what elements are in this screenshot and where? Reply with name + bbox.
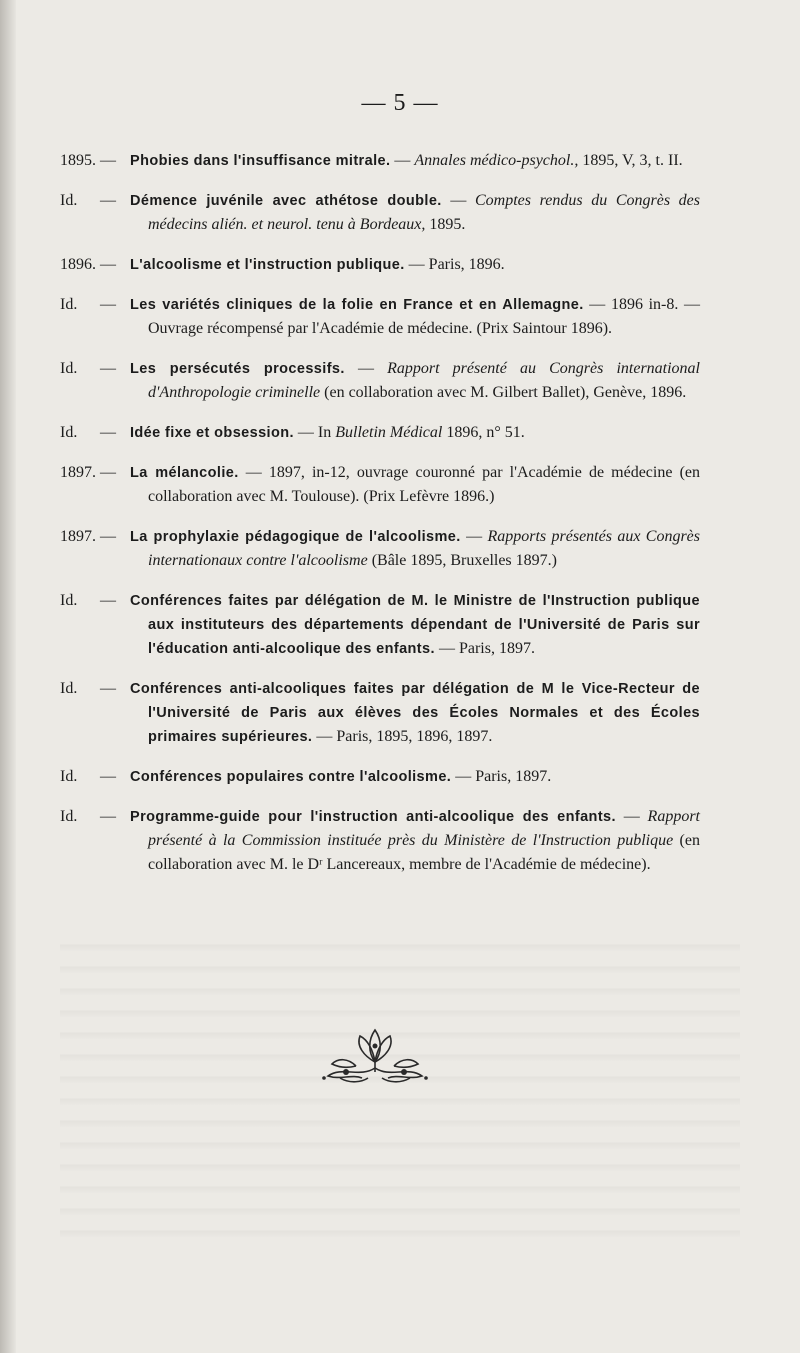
- entry-separator: —: [404, 256, 429, 273]
- entry-source-italic: Comptes rendus du Congrès des médecins alién. et neurol. tenu à Bordeaux,: [148, 192, 700, 233]
- bleed-through-texture: [60, 930, 740, 1250]
- entry-separator: —: [312, 728, 337, 745]
- entry-dash: —: [100, 680, 116, 697]
- entry-details: (en collaboration avec M. le Dʳ Lancereaux, membre de l'Académie de médecine).: [148, 832, 700, 873]
- entry-separator: —: [238, 464, 269, 481]
- entry-dash: —: [100, 152, 116, 169]
- entry-details: Paris, 1895, 1896, 1897.: [336, 728, 493, 745]
- entry-title: Conférences populaires contre l'alcoolisme.: [130, 769, 452, 785]
- entry-details: Paris, 1897.: [475, 768, 552, 785]
- entry-year: 1897.: [60, 528, 96, 545]
- entry-dash: —: [100, 360, 116, 377]
- entry-year: Id.: [60, 192, 78, 209]
- entry-dash: —: [100, 256, 116, 273]
- entry-year: 1897.: [60, 464, 96, 481]
- entry-year: Id.: [60, 296, 78, 313]
- entry-separator: —: [460, 528, 488, 545]
- bibliography-entry: [60, 421, 700, 445]
- entry-separator: —: [451, 768, 476, 785]
- entry-dash: —: [100, 528, 116, 545]
- entry-separator: —: [434, 640, 459, 657]
- entry-year: Id.: [60, 424, 78, 441]
- entry-details: (Bâle 1895, Bruxelles 1897.): [367, 552, 557, 569]
- entry-title: Idée fixe et obsession.: [130, 425, 294, 441]
- entry-title: Conférences anti-alcooliques faites par délégation de M le Vice-Recteur de l'Université de Paris aux élèves des Écoles Normales et des Écoles primaires supérieures.: [130, 681, 700, 745]
- entry-separator: —: [583, 296, 611, 313]
- entry-separator: —: [344, 360, 388, 377]
- floral-vignette-icon: [316, 1022, 434, 1088]
- bibliography-entry: [60, 149, 700, 173]
- bibliography-entry: [60, 253, 700, 277]
- entry-dash: —: [100, 192, 116, 209]
- entry-details: Paris, 1897.: [458, 640, 535, 657]
- entry-year: 1896.: [60, 256, 96, 273]
- entry-details: (en collaboration avec M. Gilbert Ballet), Genève, 1896.: [320, 384, 687, 401]
- entry-details: 1896 in-8. — Ouvrage récompensé par l'Académie de médecine. (Prix Saintour 1896).: [148, 296, 700, 337]
- entry-source-italic: Annales médico-psychol.,: [414, 152, 579, 169]
- entry-title: Conférences faites par délégation de M. le Ministre de l'Instruction publique aux instituteurs des départements dépendant de l'Université de Paris sur l'éducation anti-alcoolique des enfants.: [130, 593, 700, 657]
- entry-dash: —: [100, 296, 116, 313]
- bibliography-entry: [60, 525, 700, 573]
- bibliography-entry: [60, 677, 700, 749]
- entry-source-italic: Rapport présenté à la Commission instituée près du Ministère de l'Instruction publique: [148, 808, 700, 849]
- bibliography-entry: [60, 189, 700, 237]
- entry-year: Id.: [60, 360, 78, 377]
- bibliography-entry: [60, 461, 700, 509]
- bibliography-entry: [60, 805, 700, 877]
- entry-title: Les variétés cliniques de la folie en France et en Allemagne.: [130, 297, 584, 313]
- entry-year: Id.: [60, 808, 78, 825]
- scan-edge: [0, 0, 16, 1353]
- entry-dash: —: [100, 464, 116, 481]
- entry-details: 1895, V, 3, t. II.: [578, 152, 683, 169]
- entry-details: In: [317, 424, 336, 441]
- entry-year: Id.: [60, 592, 78, 609]
- entry-title: Les persécutés processifs.: [130, 361, 345, 377]
- entry-source-italic: Rapport présenté au Congrès international d'Anthropologie criminelle: [148, 360, 700, 401]
- entry-details: 1897, in-12, ouvrage couronné par l'Académie de médecine (en collaboration avec M. Toulouse). (Prix Lefèvre 1896.): [148, 464, 700, 505]
- entry-year: 1895.: [60, 152, 96, 169]
- bibliography-entry: [60, 293, 700, 341]
- entry-title: Phobies dans l'insuffisance mitrale.: [130, 153, 391, 169]
- entry-year: Id.: [60, 768, 78, 785]
- bibliography-list: [60, 133, 700, 887]
- entry-dash: —: [100, 808, 116, 825]
- entry-dash: —: [100, 592, 116, 609]
- entry-separator: —: [293, 424, 318, 441]
- entry-year: Id.: [60, 680, 78, 697]
- bibliography-entry: [60, 357, 700, 405]
- entry-source-italic: Rapports présentés aux Congrès internationaux contre l'alcoolisme: [148, 528, 701, 569]
- entry-title: Programme-guide pour l'instruction anti-alcoolique des enfants.: [130, 809, 616, 825]
- entry-separator: —: [615, 808, 648, 825]
- entry-details: 1896, n° 51.: [442, 424, 525, 441]
- entry-title: L'alcoolisme et l'instruction publique.: [130, 257, 405, 273]
- entry-details: 1895.: [425, 216, 466, 233]
- bibliography-entry: [60, 765, 700, 789]
- entry-dash: —: [100, 424, 116, 441]
- entry-title: Démence juvénile avec athétose double.: [130, 193, 442, 209]
- entry-title: La prophylaxie pédagogique de l'alcoolisme.: [130, 529, 461, 545]
- entry-dash: —: [100, 768, 116, 785]
- page-number: — 5 —: [361, 90, 439, 116]
- entry-source-italic: Bulletin Médical: [335, 424, 443, 441]
- bibliography-entry: [60, 589, 700, 661]
- entry-separator: —: [441, 192, 475, 209]
- entry-separator: —: [390, 152, 415, 169]
- entry-title: La mélancolie.: [130, 465, 239, 481]
- entry-details: Paris, 1896.: [428, 256, 505, 273]
